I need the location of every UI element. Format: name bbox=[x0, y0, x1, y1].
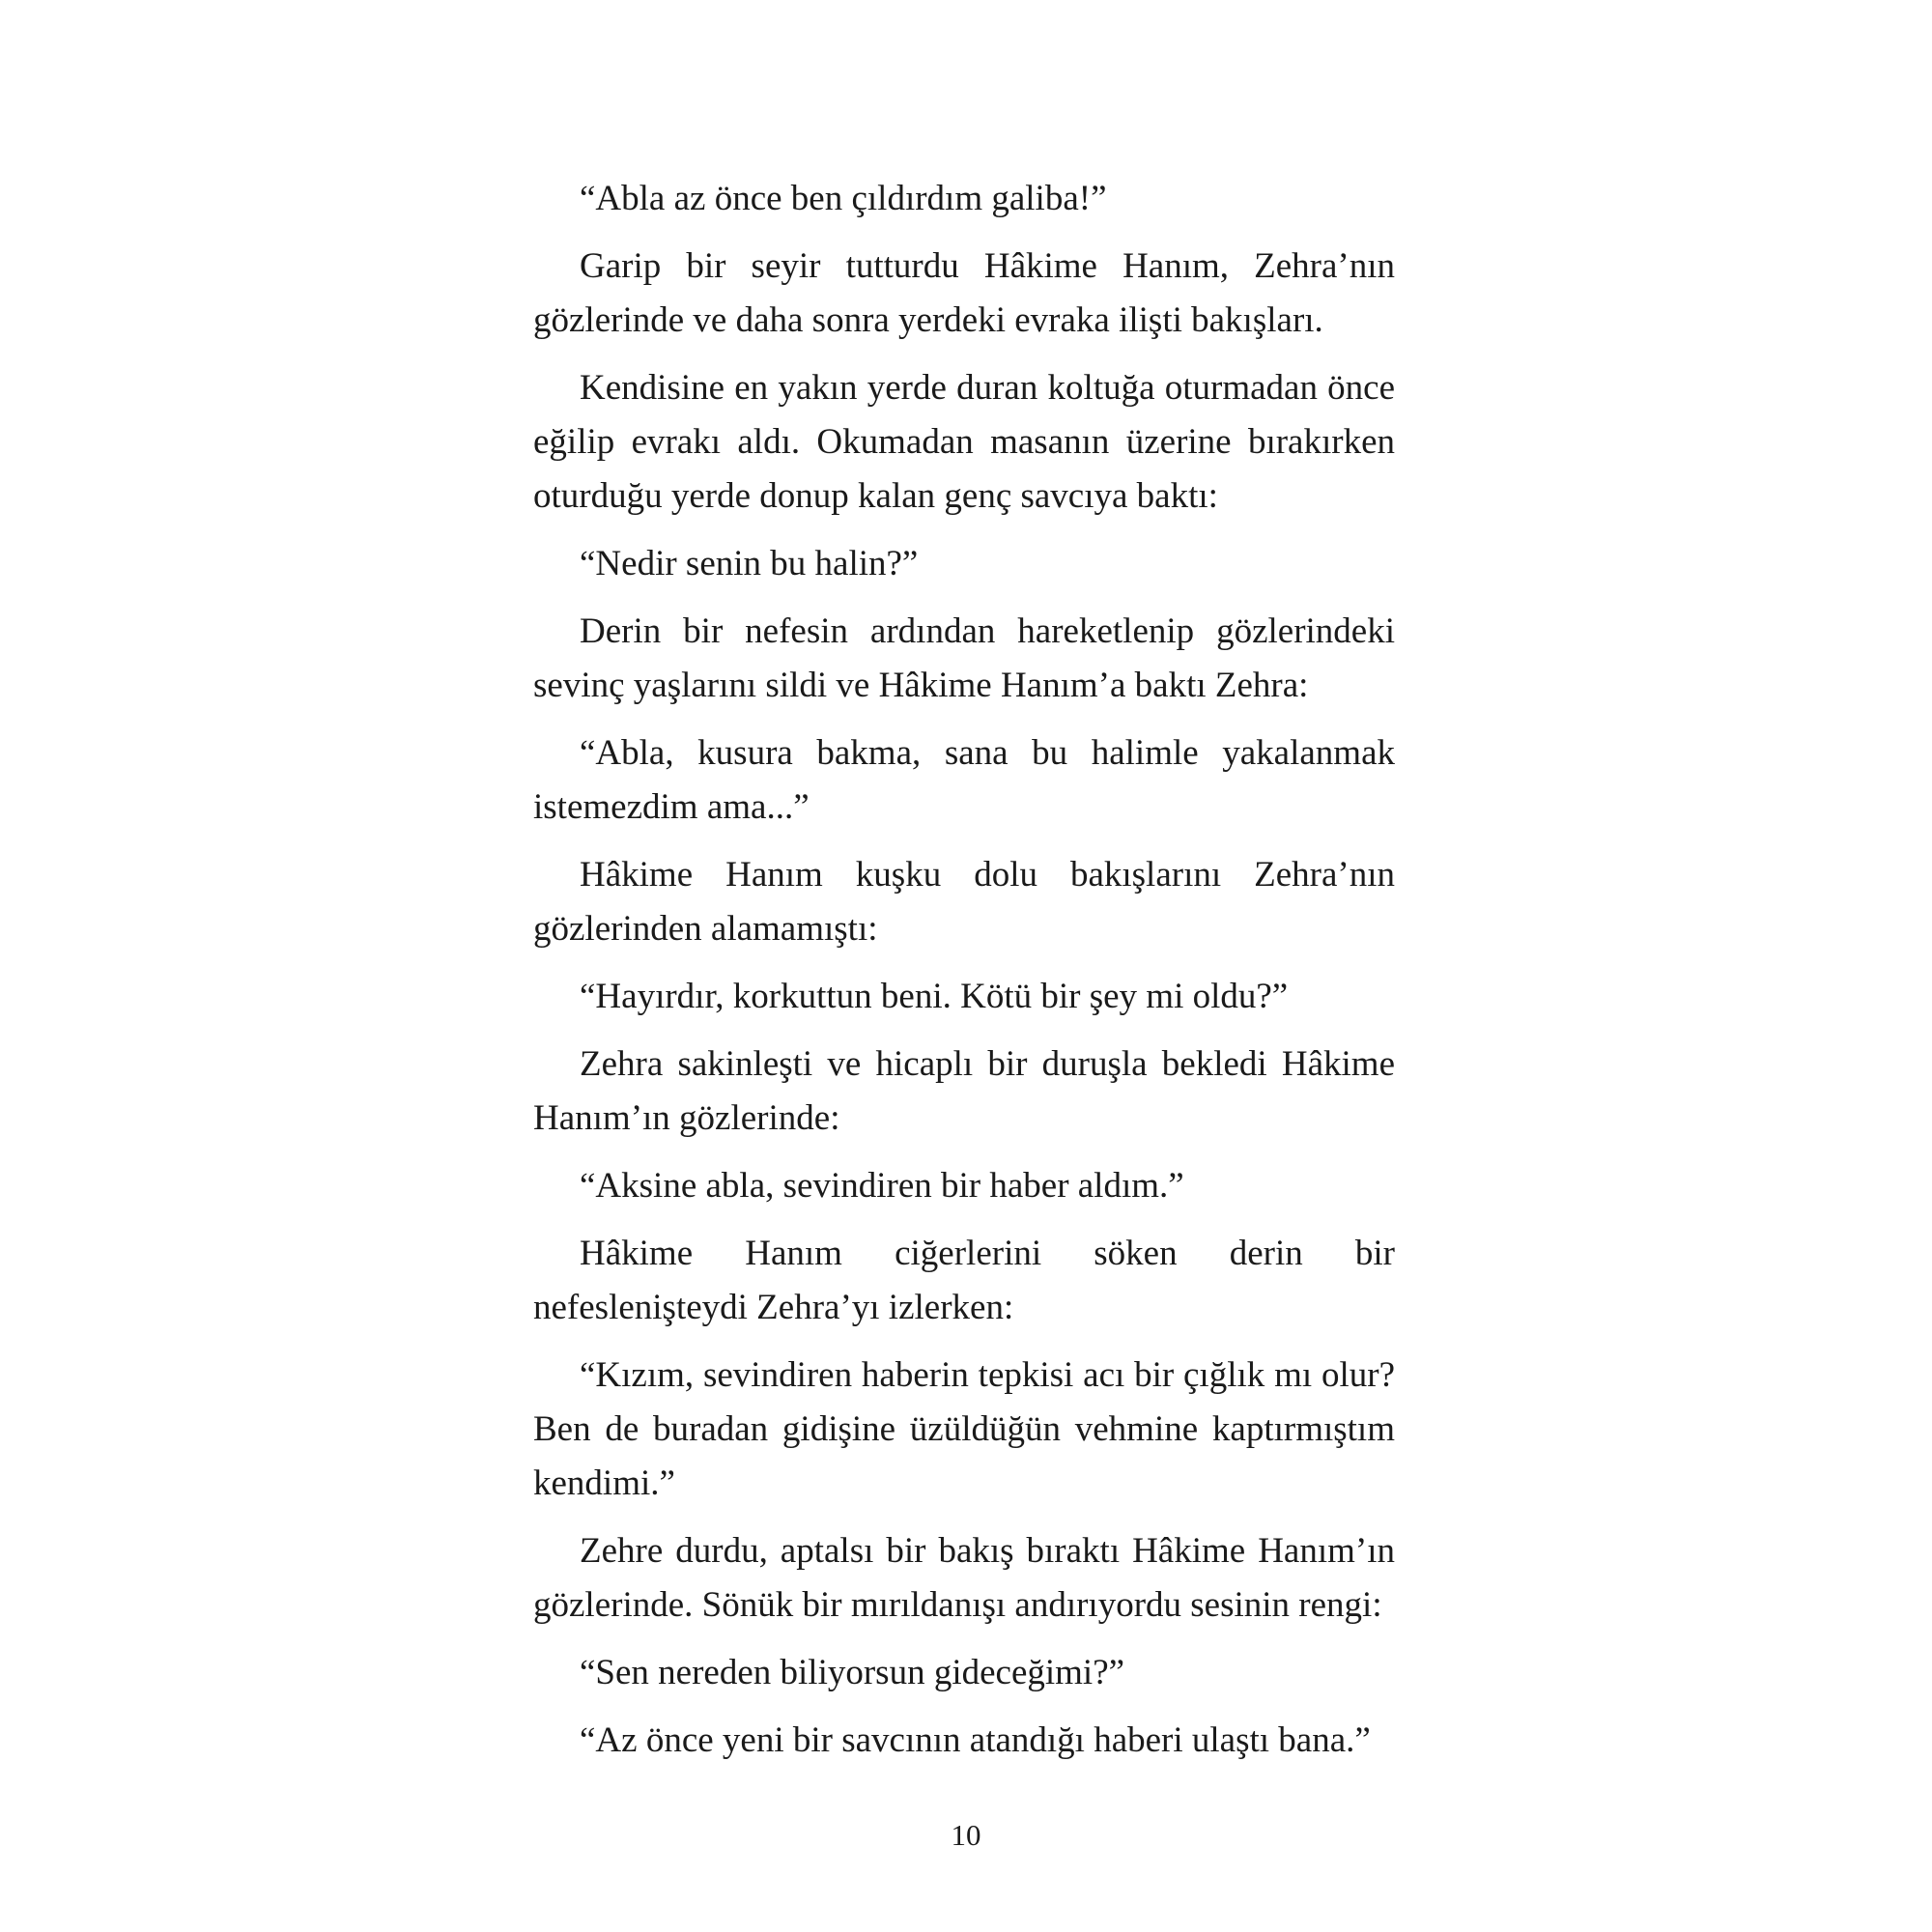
page-number: 10 bbox=[951, 1818, 981, 1852]
body-text bbox=[533, 172, 1395, 1781]
paragraph: “Abla, kusura bakma, sana bu halimle yakalanmak istemezdim ama...” bbox=[533, 733, 1395, 827]
paragraph: “Hayırdır, korkuttun beni. Kötü bir şey mi oldu?” bbox=[580, 977, 1289, 1016]
paragraph: Hâkime Hanım ciğerlerini söken derin bir nefeslenişteydi Zehra’yı izlerken: bbox=[533, 1234, 1395, 1327]
paragraph: Derin bir nefesin ardından hareketlenip gözlerindeki sevinç yaşlarını sildi ve Hâkime Hanım’a baktı Zehra: bbox=[533, 611, 1395, 705]
paragraph: Zehre durdu, aptalsı bir bakış bıraktı Hâkime Hanım’ın gözlerinde. Sönük bir mırıldanışı andırıyordu sesinin rengi: bbox=[533, 1531, 1395, 1625]
paragraph: Garip bir seyir tutturdu Hâkime Hanım, Zehra’nın gözlerinde ve daha sonra yerdeki evraka ilişti bakışları. bbox=[533, 246, 1395, 340]
paragraph: “Nedir senin bu halin?” bbox=[580, 544, 919, 583]
paragraph: “Kızım, sevindiren haberin tepkisi acı bir çığlık mı olur? Ben de buradan gidişine üzüldüğün vehmine kaptırmıştım kendimi.” bbox=[533, 1355, 1395, 1503]
paragraph: Kendisine en yakın yerde duran koltuğa oturmadan önce eğilip evrakı aldı. Okumadan masanın üzerine bırakırken oturduğu yerde donup kalan genç savcıya baktı: bbox=[533, 368, 1395, 516]
paragraph: Zehra sakinleşti ve hicaplı bir duruşla bekledi Hâkime Hanım’ın gözlerinde: bbox=[533, 1044, 1395, 1138]
paragraph: “Sen nereden biliyorsun gideceğimi?” bbox=[580, 1653, 1125, 1692]
paragraph: “Az önce yeni bir savcının atandığı haberi ulaştı bana.” bbox=[580, 1720, 1371, 1760]
paragraph: “Abla az önce ben çıldırdım galiba!” bbox=[580, 179, 1107, 218]
paragraph: Hâkime Hanım kuşku dolu bakışlarını Zehra’nın gözlerinden alamamıştı: bbox=[533, 855, 1395, 949]
paragraph: “Aksine abla, sevindiren bir haber aldım.” bbox=[580, 1166, 1184, 1206]
